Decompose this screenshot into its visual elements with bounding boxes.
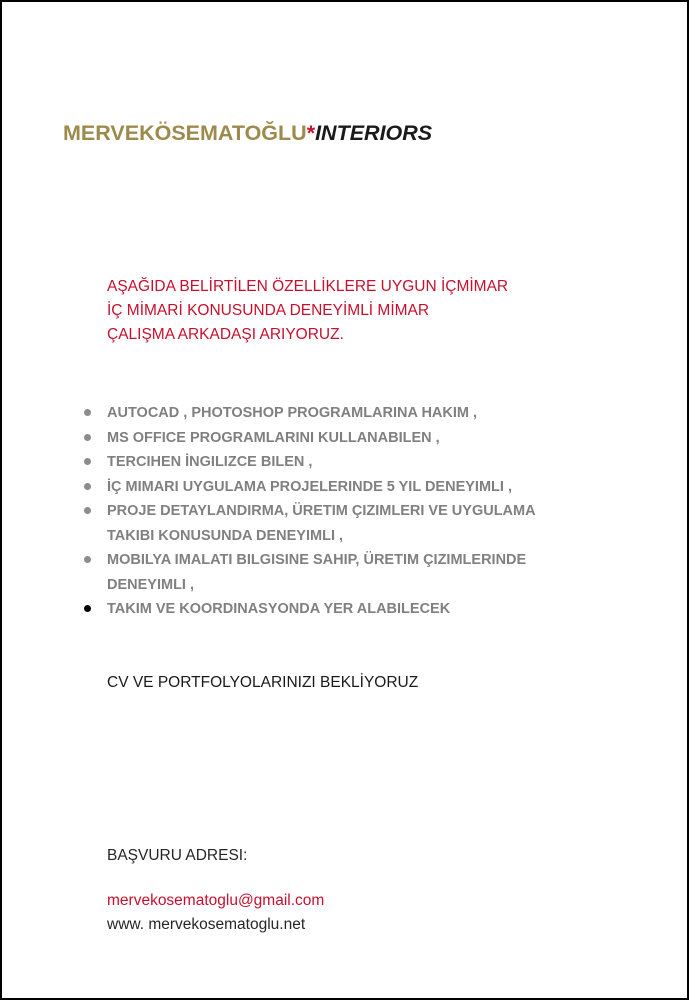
requirement-item <box>2 475 689 500</box>
bullet-icon <box>84 507 91 514</box>
requirement-text: MS OFFICE PROGRAMLARINI KULLANABILEN , <box>107 429 440 446</box>
requirement-text: AUTOCAD , PHOTOSHOP PROGRAMLARINA HAKIM , <box>107 405 478 421</box>
requirement-item <box>2 450 689 475</box>
requirement-text: MOBILYA IMALATI BILGISINE SAHIP, ÜRETIM ÇIZIMLERINDE <box>107 552 527 568</box>
intro-line: ÇALIŞMA ARKADAŞI ARIYORUZ. <box>107 326 344 343</box>
requirement-item <box>2 548 689 597</box>
brand-subtitle: INTERIORS <box>315 121 433 145</box>
requirement-text: TERCIHEN İNGILIZCE BILEN , <box>107 454 313 470</box>
requirement-text: DENEYIMLI , <box>107 576 195 593</box>
requirement-text: PROJE DETAYLANDIRMA, ÜRETIM ÇIZIMLERI VE UYGULAMA <box>107 503 536 519</box>
bullet-icon <box>84 409 91 416</box>
requirement-text: İÇ MIMARI UYGULAMA PROJELERINDE 5 YIL DENEYIMLI , <box>107 478 512 495</box>
requirement-item <box>2 499 689 548</box>
requirement-text: TAKIBI KONUSUNDA DENEYIMLI , <box>107 527 344 544</box>
requirements-list <box>2 401 689 622</box>
bullet-icon <box>84 434 91 441</box>
bullet-icon <box>84 458 91 465</box>
bullet-icon <box>84 483 91 490</box>
job-intro <box>107 275 508 347</box>
requirement-text: TAKIM VE KOORDINASYONDA YER ALABILECEK <box>107 601 451 617</box>
brand-name: MERVEKÖSEMATOĞLU <box>63 121 307 145</box>
cv-request: CV VE PORTFOLYOLARINIZI BEKLİYORUZ <box>107 674 419 691</box>
brand-star: * <box>306 121 316 145</box>
requirement-item <box>2 597 689 622</box>
application-address-label: BAŞVURU ADRESI: <box>107 847 248 864</box>
bullet-icon <box>84 605 91 612</box>
brand-logo <box>63 121 432 146</box>
requirement-item <box>2 426 689 451</box>
website-link[interactable]: www. mervekosematoglu.net <box>107 916 306 933</box>
bullet-icon <box>84 556 91 563</box>
intro-line: İÇ MİMARİ KONUSUNDA DENEYİMLİ MİMAR <box>107 302 430 319</box>
contact-email-link[interactable]: mervekosematoglu@gmail.com <box>107 892 325 909</box>
requirement-item <box>2 401 689 426</box>
intro-line: AŞAĞIDA BELİRTİLEN ÖZELLİKLERE UYGUN İÇMİMAR <box>107 278 509 295</box>
